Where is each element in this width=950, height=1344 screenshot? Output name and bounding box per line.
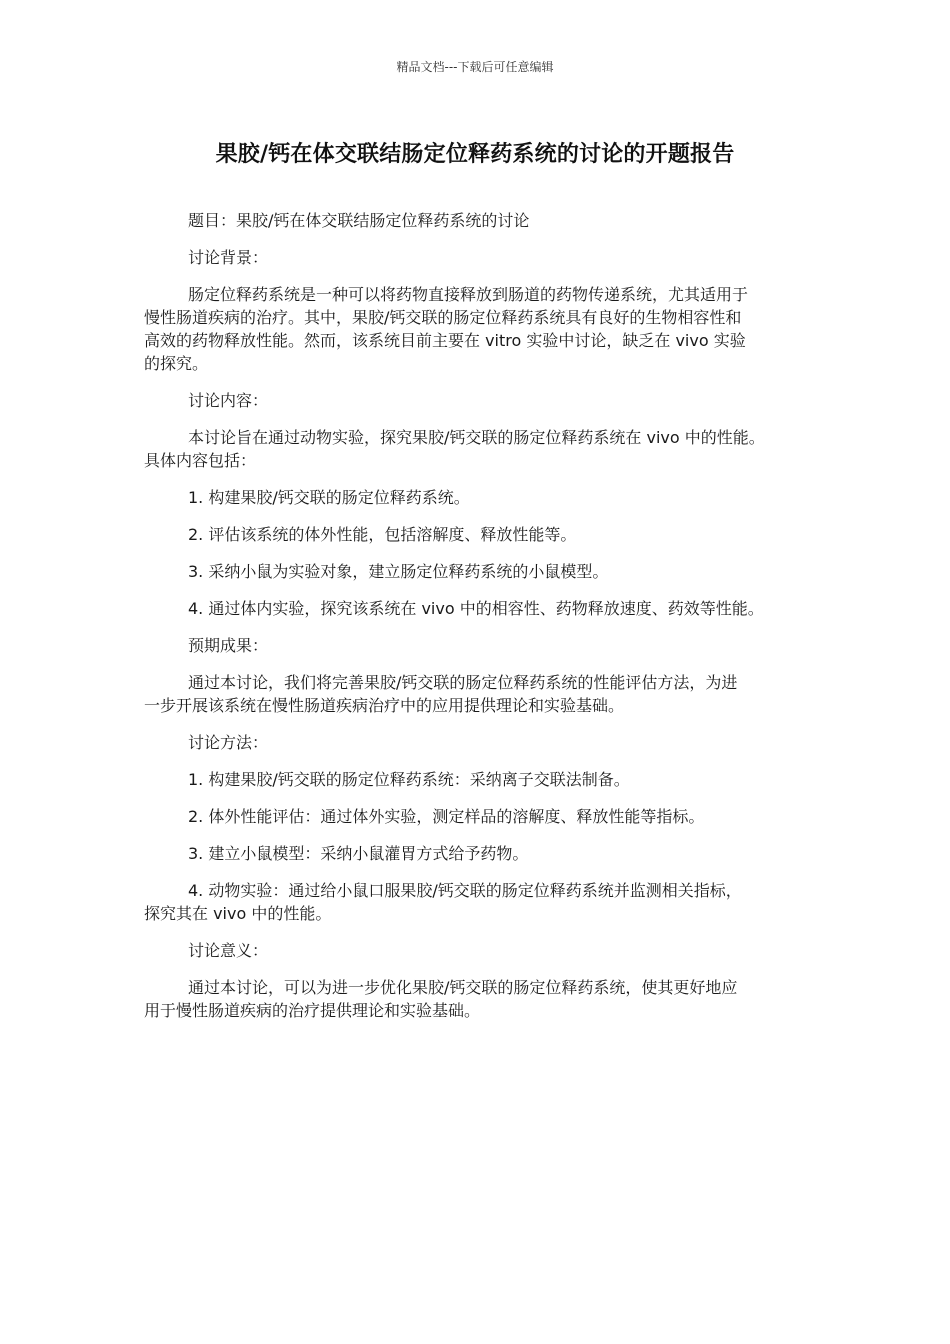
content-intro-line-2: 具体内容包括：	[144, 451, 257, 470]
methods-item-3: 3. 建立小鼠模型：采纳小鼠灌胃方式给予药物。	[188, 844, 529, 863]
background-paragraph	[144, 283, 816, 375]
results-line-2: 一步开展该系统在慢性肠道疾病治疗中的应用提供理论和实验基础。	[144, 696, 625, 715]
content-item-3: 3. 采纳小鼠为实验对象，建立肠定位释药系统的小鼠模型。	[188, 562, 609, 581]
methods-item-4-line-2: 探究其在 vivo 中的性能。	[144, 904, 332, 923]
methods-item-1: 1. 构建果胶/钙交联的肠定位释药系统：采纳离子交联法制备。	[188, 770, 630, 789]
topic-line: 题目：果胶/钙在体交联结肠定位释药系统的讨论	[188, 211, 530, 230]
significance-line-2: 用于慢性肠道疾病的治疗提供理论和实验基础。	[144, 1001, 481, 1020]
content-item-1: 1. 构建果胶/钙交联的肠定位释药系统。	[188, 488, 470, 507]
background-line-3: 高效的药物释放性能。然而，该系统目前主要在 vitro 实验中讨论，缺乏在 vivo 实验	[144, 331, 746, 350]
results-paragraph	[144, 671, 816, 717]
content-item-4: 4. 通过体内实验，探究该系统在 vivo 中的相容性、药物释放速度、药效等性能。	[188, 599, 764, 618]
methods-heading: 讨论方法：	[188, 733, 269, 752]
results-line-1: 通过本讨论，我们将完善果胶/钙交联的肠定位释药系统的性能评估方法，为进	[188, 673, 738, 692]
methods-item-4	[144, 879, 816, 925]
page-header: 精品文档---下载后可任意编辑	[396, 60, 554, 74]
significance-line-1: 通过本讨论，可以为进一步优化果胶/钙交联的肠定位释药系统，使其更好地应	[188, 978, 738, 997]
content-intro-line-1: 本讨论旨在通过动物实验，探究果胶/钙交联的肠定位释药系统在 vivo 中的性能。	[188, 428, 765, 447]
methods-item-2: 2. 体外性能评估：通过体外实验，测定样品的溶解度、释放性能等指标。	[188, 807, 705, 826]
significance-paragraph	[144, 976, 816, 1022]
background-line-1: 肠定位释药系统是一种可以将药物直接释放到肠道的药物传递系统，尤其适用于	[188, 285, 749, 304]
methods-item-4-line-1: 4. 动物实验：通过给小鼠口服果胶/钙交联的肠定位释药系统并监测相关指标，	[188, 881, 742, 900]
background-heading: 讨论背景：	[188, 248, 269, 267]
content-item-2: 2. 评估该系统的体外性能，包括溶解度、释放性能等。	[188, 525, 577, 544]
significance-heading: 讨论意义：	[188, 941, 269, 960]
background-line-4: 的探究。	[144, 354, 209, 373]
content-heading: 讨论内容：	[188, 391, 269, 410]
content-intro-paragraph	[144, 426, 816, 472]
results-heading: 预期成果：	[188, 636, 269, 655]
background-line-2: 慢性肠道疾病的治疗。其中，果胶/钙交联的肠定位释药系统具有良好的生物相容性和	[144, 308, 742, 327]
document-body	[144, 209, 816, 1036]
document-title: 果胶/钙在体交联结肠定位释药系统的讨论的开题报告	[215, 142, 735, 167]
